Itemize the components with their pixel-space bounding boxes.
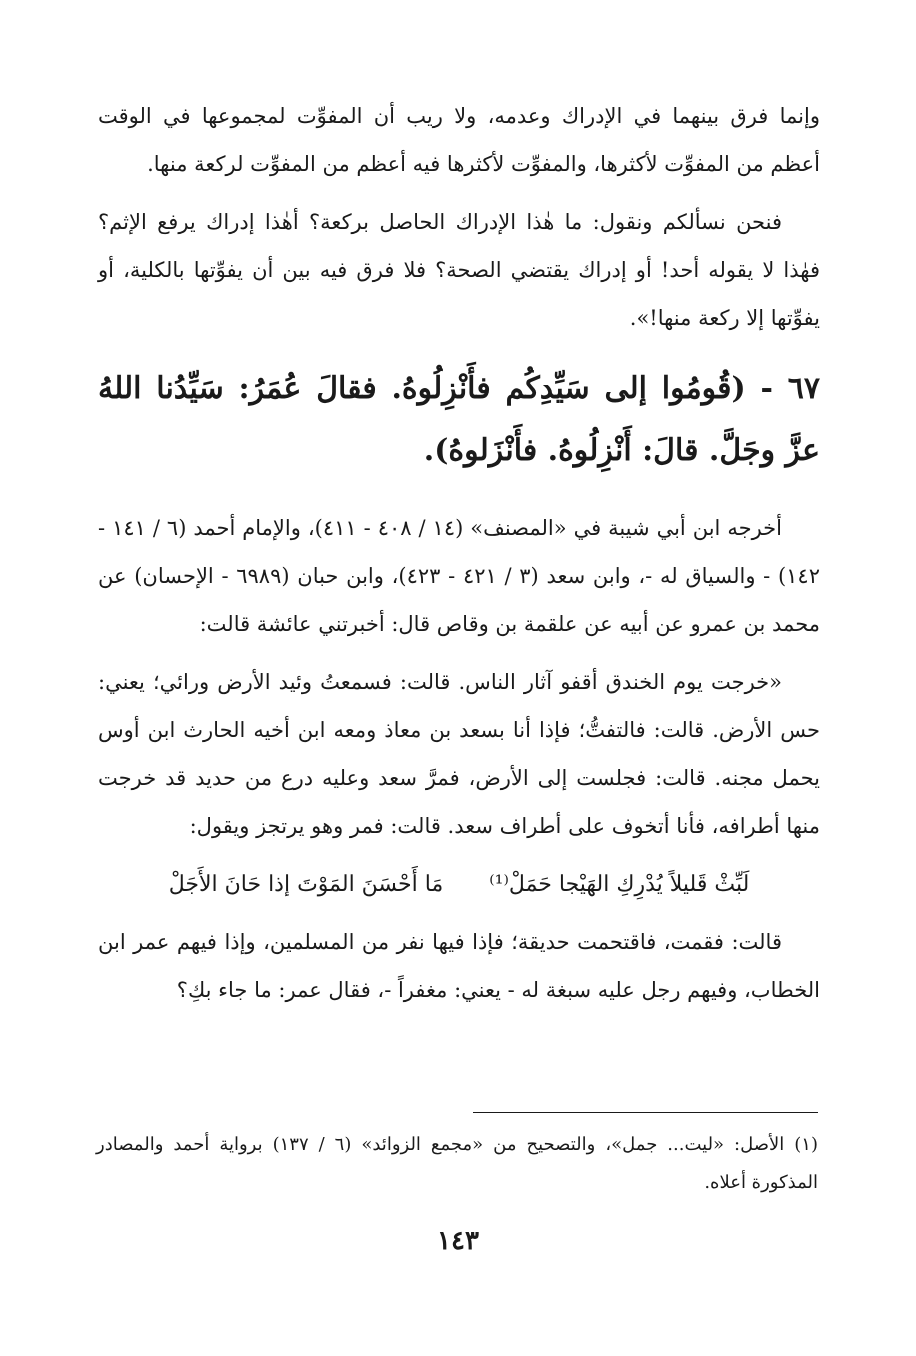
verse-second-hemistich: مَا أَحْسَنَ المَوْتَ إذا حَانَ الأَجَلْ — [168, 872, 444, 897]
paragraph-opening: وإنما فرق بينهما في الإدراك وعدمه، ولا ريب أن المفوِّت لمجموعها في الوقت أعظم من المفوِّت لأكثرها، والمفوِّت لأكثرها فيه أعظم من المفوِّت لركعة منها. — [98, 104, 820, 176]
paragraph-narration: «خرجت يوم الخندق أقفو آثار الناس. قالت: فسمعتُ وئيد الأرض ورائي؛ يعني: حس الأرض. قالت: فالتفتُّ؛ فإذا أنا بسعد بن معاذ ومعه ابن أخيه الحارث ابن أوس يحمل مجنه. قالت: فجلست إلى الأرض، فمرَّ سعد وعليه درع من حديد قد خرجت منها أطرافه، فأنا أتخوف على أطراف سعد. قالت: فمر وهو يرتجز ويقول: — [98, 670, 820, 838]
paragraph-question: فنحن نسألكم ونقول: ما هٰذا الإدراك الحاصل بركعة؟ أهٰذا إدراك يرفع الإثم؟ فهٰذا لا يقوله أحد! أو إدراك يقتضي الصحة؟ فلا فرق فيه بين أن يفوِّتها بالكلية، أو يفوِّتها إلا ركعة منها!». — [98, 210, 820, 330]
paragraph-continuation: قالت: فقمت، فاقتحمت حديقة؛ فإذا فيها نفر من المسلمين، وإذا فيهم عمر ابن الخطاب، وفيهم رجل عليه سبغة له - يعني: مغفراً -، فقال عمر: ما جاء بكِ؟ — [98, 930, 820, 1002]
footnote-divider — [473, 1112, 818, 1113]
page-number: ١٤٣ — [437, 1226, 479, 1256]
poetry-verse — [98, 860, 820, 910]
paragraph-takhrij: أخرجه ابن أبي شيبة في «المصنف» (١٤ / ٤٠٨ - ٤١١)، والإمام أحمد (٦ / ١٤١ - ١٤٢) - والسياق له -، وابن سعد (٣ / ٤٢١ - ٤٢٣)، وابن حبان (٦٩٨٩ - الإحسان) عن محمد بن عمرو عن أبيه عن علقمة بن وقاص قال: أخبرتني عائشة قالت: — [98, 516, 820, 636]
hadith-heading: ٦٧ - (قُومُوا إلى سَيِّدِكُم فأَنْزِلُوهُ. فقالَ عُمَرُ: سَيِّدُنا اللهُ عزَّ وجَلَّ. قالَ: أَنْزِلُوهُ. فأَنْزَلوهُ). — [98, 371, 820, 468]
verse-first-hemistich: لَبِّثْ قَليلاً يُدْرِكِ الهَيْجا حَمَلْ⁽¹⁾ — [489, 872, 750, 897]
footnote: (١) الأصل: «ليت... جمل»، والتصحيح من «مجمع الزوائد» (٦ / ١٣٧) برواية أحمد والمصادر المذكورة أعلاه. — [96, 1134, 818, 1193]
page-body — [98, 92, 820, 1024]
